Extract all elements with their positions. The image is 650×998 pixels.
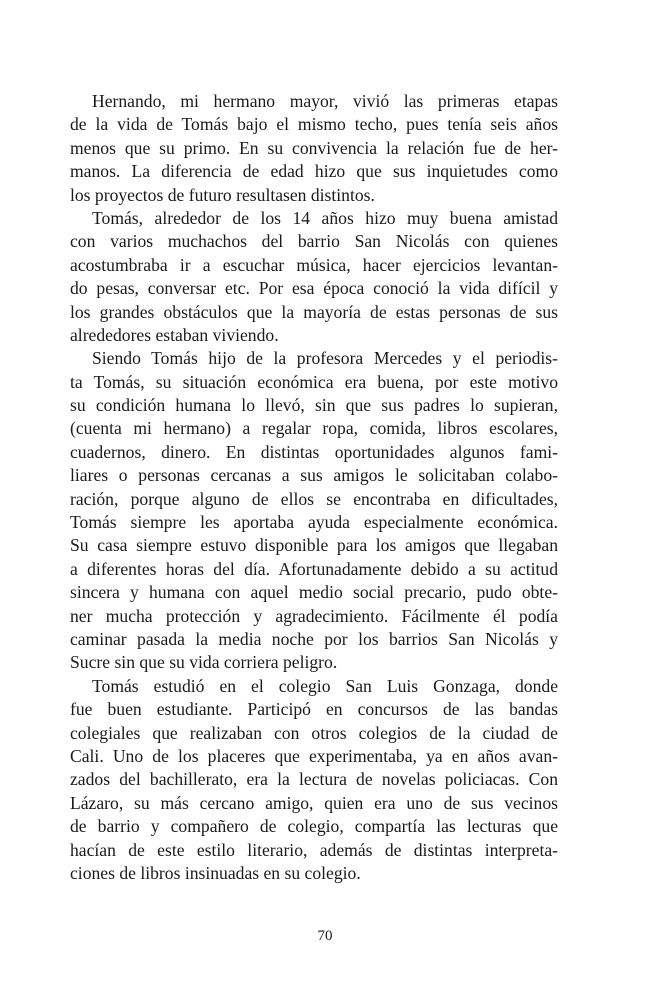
text-line: Su casa siempre estuvo disponible para los amigos que llegaban: [70, 535, 558, 556]
text-line: (cuenta mi hermano) a regalar ropa, comida, libros escolares,: [70, 418, 558, 439]
text-line: de la vida de Tomás bajo el mismo techo, pues tenía seis años: [70, 114, 558, 135]
page-number: 70: [317, 928, 333, 944]
text-line: con varios muchachos del barrio San Nicolás con quienes: [70, 231, 558, 252]
text-line: los proyectos de futuro resultasen distintos.: [70, 184, 375, 205]
text-line: liares o personas cercanas a sus amigos le solicitaban colabo-: [70, 465, 558, 486]
text-line: acostumbraba ir a escuchar música, hacer ejercicios levantan-: [70, 254, 558, 275]
text-line: caminar pasada la media noche por los barrios San Nicolás y: [70, 628, 558, 649]
text-line: ta Tomás, su situación económica era buena, por este motivo: [70, 371, 558, 392]
paragraph-3: [70, 347, 558, 674]
paragraph-4: [70, 675, 558, 886]
text-line: colegiales que realizaban con otros colegios de la ciudad de: [70, 722, 558, 743]
text-line: su condición humana lo llevó, sin que sus padres lo supieran,: [70, 395, 558, 416]
text-line: do pesas, conversar etc. Por esa época conoció la vida difícil y: [70, 278, 558, 299]
text-line: sincera y humana con aquel medio social precario, pudo obte-: [70, 582, 558, 603]
text-line: Hernando, mi hermano mayor, vivió las primeras etapas: [92, 91, 558, 111]
text-line: Cali. Uno de los placeres que experimentaba, ya en años avan-: [70, 745, 558, 766]
text-line: Sucre sin que su vida corriera peligro.: [70, 652, 338, 673]
text-line: Lázaro, su más cercano amigo, quien era uno de sus vecinos: [70, 792, 558, 813]
text-line: Tomás, alrededor de los 14 años hizo muy buena amistad: [92, 207, 558, 228]
text-line: menos que su primo. En su convivencia la relación fue de her-: [70, 137, 558, 158]
text-line: ración, porque alguno de ellos se encontraba en dificultades,: [70, 488, 558, 509]
text-line: fue buen estudiante. Participó en concursos de las bandas: [70, 699, 558, 720]
text-line: ner mucha protección y agradecimiento. Fácilmente él podía: [70, 605, 558, 626]
text-line: hacían de este estilo literario, además de distintas interpreta-: [70, 839, 558, 860]
text-line: zados del bachillerato, era la lectura de novelas policiacas. Con: [70, 769, 558, 790]
text-line: Tomás siempre les aportaba ayuda especialmente económica.: [70, 512, 558, 533]
text-line: a diferentes horas del día. Afortunadamente debido a su actitud: [70, 558, 558, 579]
text-line: manos. La diferencia de edad hizo que sus inquietudes como: [70, 161, 558, 182]
text-line: los grandes obstáculos que la mayoría de estas personas de sus: [70, 301, 558, 322]
page-body: [70, 90, 558, 885]
paragraph-1: [70, 90, 558, 207]
text-line: Tomás estudió en el colegio San Luis Gonzaga, donde: [92, 675, 558, 696]
paragraph-2: [70, 207, 558, 347]
text-line: alrededores estaban viviendo.: [70, 324, 279, 345]
text-line: de barrio y compañero de colegio, compartía las lecturas que: [70, 816, 558, 837]
text-line: ciones de libros insinuadas en su colegio.: [70, 862, 361, 883]
text-line: Siendo Tomás hijo de la profesora Mercedes y el periodis-: [92, 348, 558, 369]
text-line: cuadernos, dinero. En distintas oportunidades algunos fami-: [70, 441, 558, 462]
